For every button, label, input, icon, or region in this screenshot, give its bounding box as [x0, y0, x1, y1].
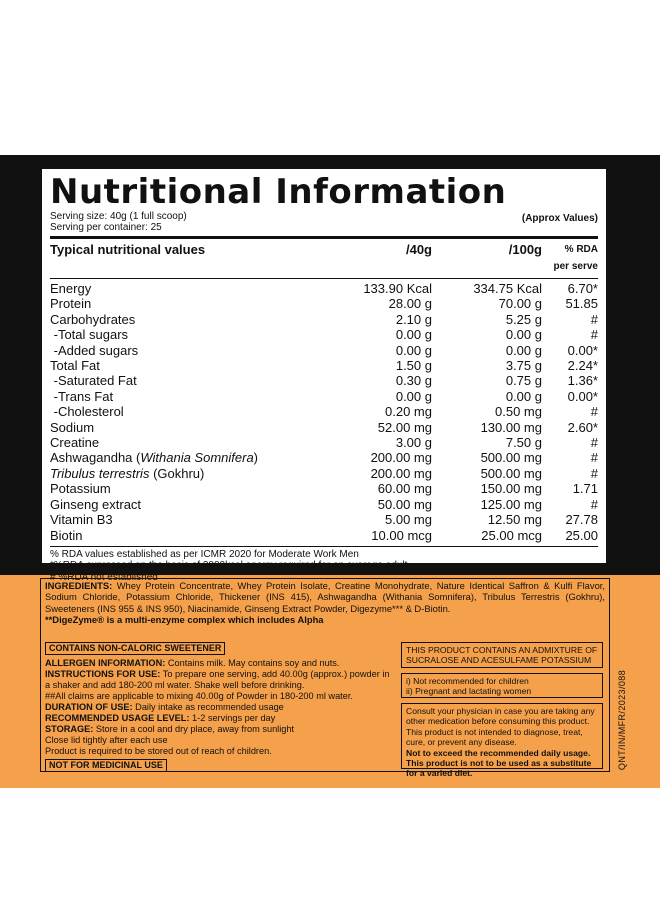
duration-label: DURATION OF USE:	[45, 702, 133, 712]
nutrient-name-tail: )	[253, 450, 259, 466]
license-code: QNT/IN/MFR/2023/088	[617, 669, 627, 771]
nutrition-table-body	[50, 281, 598, 543]
header-per40: /40g	[405, 242, 432, 257]
value-per-40g: 2.10 g	[395, 311, 432, 327]
nutrition-row	[50, 343, 598, 358]
nutrition-row	[50, 373, 598, 388]
consult-text: Consult your physician in case you are taking any other medication before consuming this product. This product is not intended to diagnose, treat, cure, or prevent any disease.	[406, 706, 595, 748]
nutrient-name: -Saturated Fat	[50, 373, 137, 389]
value-rda: #	[590, 450, 598, 466]
admixture-text: THIS PRODUCT CONTAINS AN ADMIXTURE OF SUCRALOSE AND ACESULFAME POTASSIUM	[406, 645, 598, 666]
value-rda: #	[590, 327, 598, 343]
nutrient-name: Potassium	[50, 481, 111, 497]
instructions-label: INSTRUCTIONS FOR USE:	[45, 669, 161, 679]
value-per-40g: 10.00 mcg	[371, 527, 432, 543]
value-rda: #	[590, 465, 598, 481]
storage-info	[45, 724, 393, 735]
rda-note: *%RDA expressed on the basis of 2000kcal energy required for an average adult	[50, 560, 408, 572]
value-rda: 6.70*	[567, 281, 598, 296]
not-recommended-pregnant: ii) Pregnant and lactating women	[406, 686, 532, 697]
serving-per-container: Serving per container: 25	[50, 222, 162, 233]
nutrition-row	[50, 389, 598, 404]
nutrient-name: Creatine	[50, 435, 100, 451]
rda-note: % RDA values established as per ICMR 2020 for Moderate Work Men	[50, 548, 359, 560]
digezyme-note: **DigeZyme® is a multi-enzyme complex which includes Alpha	[45, 614, 324, 626]
allergen-text: Contains milk. May contains soy and nuts.	[165, 658, 340, 668]
value-per-100g: 12.50 mg	[487, 512, 542, 528]
nutrient-name: Energy	[50, 281, 92, 296]
value-per-100g: 0.00 g	[505, 327, 542, 343]
panel-title: Nutritional Information	[50, 172, 507, 212]
nutrition-row	[50, 512, 598, 527]
instructions-info	[45, 669, 393, 691]
warning-text: Not to exceed the recommended daily usage. This product is not to be used as a substitute for a varied diet.	[406, 747, 592, 779]
nutrition-row	[50, 466, 598, 481]
nutrient-name: -Cholesterol	[50, 404, 124, 420]
ingredients-list: Whey Protein Concentrate, Whey Protein Isolate, Creatine Monohydrate, Nature Identical Saffron & Kulfi Flavor, Sodium Chloride, Potassium Chloride, Thickener (INS 415), Ashwagandha (Withania Somnifera), Tribulus Terrestris (Gokhru), Sweeteners (INS 955 & INS 950), Niacinamide, Ginseng Extract Powder, Digezyme*** & D-Biotin.	[45, 580, 605, 614]
value-per-100g: 0.00 g	[505, 388, 542, 404]
header-name: Typical nutritional values	[50, 242, 206, 257]
nutrition-row	[50, 497, 598, 512]
nutrition-row	[50, 358, 598, 373]
nutrient-name: Carbohydrates	[50, 311, 136, 327]
nutrient-name-tail: (Gokhru)	[149, 465, 205, 481]
nutrition-row	[50, 312, 598, 327]
table-top-divider	[50, 278, 598, 279]
value-rda: 51.85	[565, 296, 598, 312]
approx-values-label: (Approx Values)	[521, 213, 598, 224]
serving-size: Serving size: 40g (1 full scoop)	[50, 211, 187, 222]
nutrient-name: Biotin	[50, 527, 83, 543]
duration-info	[45, 702, 393, 713]
value-rda: 0.00*	[567, 342, 598, 358]
allergen-label: ALLERGEN INFORMATION:	[45, 658, 166, 668]
value-per-40g: 0.00 g	[395, 327, 432, 343]
nutrient-name: -Added sugars	[50, 342, 139, 358]
value-per-40g: 0.20 mg	[385, 404, 432, 420]
header-divider	[50, 236, 598, 239]
not-recommended-children: i) Not recommended for children	[406, 676, 529, 686]
value-per-100g: 0.00 g	[505, 342, 542, 358]
medicinal-tag: NOT FOR MEDICINAL USE	[45, 759, 167, 772]
table-header	[50, 241, 598, 275]
nutrition-row	[50, 435, 598, 450]
value-per-100g: 25.00 mcg	[481, 527, 542, 543]
rda-note: # %RDA not established	[50, 571, 158, 583]
nutrition-row	[50, 528, 598, 543]
value-per-40g: 0.00 g	[395, 388, 432, 404]
nutrition-row	[50, 404, 598, 419]
nutrient-name-italic: Tribulus terrestris	[50, 465, 150, 481]
value-per-100g: 130.00 mg	[480, 419, 542, 435]
nutrient-name: -Total sugars	[50, 327, 129, 343]
nutrient-name: Total Fat	[50, 358, 100, 374]
nutrition-row	[50, 281, 598, 296]
value-per-100g: 3.75 g	[505, 358, 542, 374]
value-per-100g: 500.00 mg	[480, 465, 542, 481]
nutrition-panel	[40, 167, 608, 583]
storage-label: STORAGE:	[45, 724, 94, 734]
value-per-100g: 70.00 g	[498, 296, 542, 312]
nutrition-row	[50, 296, 598, 311]
ingredients-text	[41, 579, 609, 626]
sweetener-tag: CONTAINS NON-CALORIC SWEETENER	[45, 642, 225, 655]
value-per-100g: 0.50 mg	[495, 404, 542, 420]
value-per-100g: 7.50 g	[505, 435, 542, 451]
claims-note: ##All claims are applicable to mixing 40.00g of Powder in 180-200 ml water.	[45, 691, 353, 701]
header-rda: % RDA per serve	[553, 244, 598, 272]
value-rda: #	[590, 496, 598, 512]
value-per-40g: 52.00 mg	[377, 419, 432, 435]
value-per-40g: 0.30 g	[395, 373, 432, 389]
storage-lid-note: Close lid tightly after each use	[45, 735, 168, 745]
usage-level-info	[45, 713, 393, 724]
nutrient-name-main: Ashwagandha (	[50, 450, 141, 466]
nutrition-row	[50, 420, 598, 435]
duration-text: Daily intake as recommended usage	[132, 702, 284, 712]
value-per-40g: 5.00 mg	[385, 512, 432, 528]
nutrient-name: Ginseng extract	[50, 496, 142, 512]
instructions-text: To prepare one serving, add 40.00g (approx.) powder in a shaker and add 180-200 ml water. Shake well before drinking.	[45, 669, 390, 690]
nutrition-row	[50, 327, 598, 342]
value-per-100g: 500.00 mg	[480, 450, 542, 466]
value-per-40g: 28.00 g	[388, 296, 432, 312]
value-rda: #	[590, 435, 598, 451]
admixture-box	[401, 642, 603, 668]
value-per-100g: 150.00 mg	[480, 481, 542, 497]
value-per-100g: 0.75 g	[505, 373, 542, 389]
nutrient-name: -Trans Fat	[50, 388, 114, 404]
value-per-100g: 334.75 Kcal	[473, 281, 542, 296]
nutrient-name: Vitamin B3	[50, 512, 113, 528]
value-per-100g: 125.00 mg	[480, 496, 542, 512]
usage-text: 1-2 servings per day	[189, 713, 276, 723]
value-per-40g: 200.00 mg	[370, 465, 432, 481]
ingredients-label: INGREDIENTS:	[45, 580, 113, 591]
value-rda: 2.24*	[567, 358, 598, 374]
value-rda: #	[590, 404, 598, 420]
value-rda: 2.60*	[567, 419, 598, 435]
value-rda: 25.00	[565, 527, 598, 543]
nutrient-name	[50, 450, 296, 465]
value-per-40g: 0.00 g	[395, 342, 432, 358]
value-per-40g: 60.00 mg	[377, 481, 432, 497]
ingredients-box	[40, 578, 610, 779]
storage-text: Store in a cool and dry place, away from sunlight	[93, 724, 295, 734]
table-bottom-divider	[50, 546, 598, 547]
value-per-40g: 133.90 Kcal	[363, 281, 432, 296]
usage-information	[45, 642, 393, 772]
value-rda: 1.71	[572, 481, 598, 497]
value-per-40g: 3.00 g	[395, 435, 432, 451]
value-per-40g: 50.00 mg	[377, 496, 432, 512]
serving-info	[50, 211, 598, 233]
value-rda: 1.36*	[567, 373, 598, 389]
value-rda: 0.00*	[567, 388, 598, 404]
usage-label: RECOMMENDED USAGE LEVEL:	[45, 713, 190, 723]
nutrient-name: Sodium	[50, 419, 95, 435]
nutrition-row	[50, 450, 598, 465]
value-per-40g: 200.00 mg	[370, 450, 432, 466]
nutrient-name: Protein	[50, 296, 92, 312]
value-per-40g: 1.50 g	[395, 358, 432, 374]
not-recommended-box	[401, 673, 603, 698]
allergen-info	[45, 658, 393, 669]
storage-children-note: Product is required to be stored out of reach of children.	[45, 746, 272, 756]
nutrient-name	[50, 466, 296, 481]
nutrient-name-italic: Withania Somnifera	[140, 450, 254, 466]
value-per-100g: 5.25 g	[505, 311, 542, 327]
value-rda: 27.78	[565, 512, 598, 528]
header-per100: /100g	[508, 242, 542, 257]
nutrition-row	[50, 481, 598, 496]
consult-box	[401, 703, 603, 779]
value-rda: #	[590, 311, 598, 327]
